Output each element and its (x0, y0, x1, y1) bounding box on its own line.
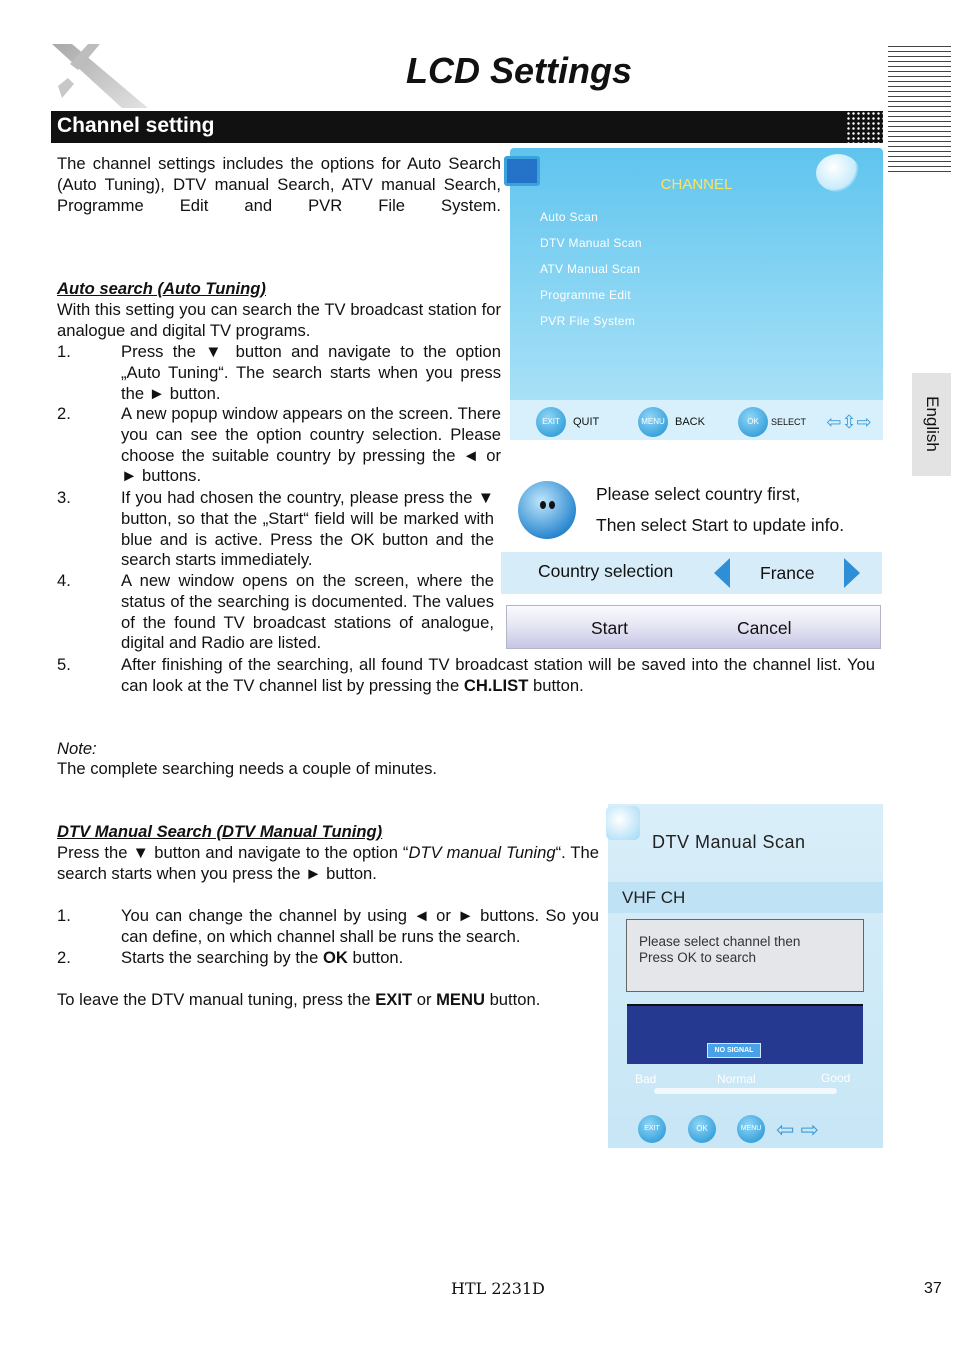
dtv-step-1: You can change the channel by using ◄ or ► buttons. So you can define, on which channel shall be runs the search. (121, 906, 599, 946)
country-left-arrow[interactable] (714, 558, 730, 588)
language-tab-label: English (923, 396, 942, 452)
ok-button[interactable]: OK (738, 407, 768, 437)
note-text: The complete searching needs a couple of minutes. (57, 759, 438, 778)
step-number: 3. (57, 488, 71, 507)
quality-good: Good (821, 1071, 851, 1085)
dtv-ok-button[interactable]: OK (688, 1115, 716, 1143)
step-number: 4. (57, 571, 71, 590)
start-button[interactable]: Start (591, 618, 628, 638)
dtv-step-2-b: button. (347, 948, 404, 967)
menu-item-programme-edit[interactable]: Programme Edit (540, 288, 631, 302)
quit-label: QUIT (573, 416, 600, 428)
step-number: 1. (57, 342, 71, 361)
note-label: Note: (57, 739, 97, 758)
auto-step-5-text-a: After finishing of the searching, all found TV broadcast station will be saved into the channel list. You can look at the TV channel list by pressing the (121, 655, 875, 695)
left-right-arrows-icon: ⇦ ⇨ (776, 1117, 819, 1142)
bubbles-icon (816, 154, 860, 192)
auto-step-4: A new window opens on the screen, where the status of the searching is documented. The values of the found TV broadcast stations of analogue, digital and Radio are listed. (121, 571, 494, 653)
dtv-exit-button[interactable]: EXIT (638, 1115, 666, 1143)
signal-quality-bar (654, 1088, 837, 1094)
menu-button[interactable]: MENU (638, 407, 668, 437)
dtv-search-lead (57, 843, 599, 885)
dtv-message-box (626, 919, 864, 992)
menu-item-auto-scan[interactable]: Auto Scan (540, 210, 599, 224)
country-selection-label: Country selection (538, 561, 674, 581)
model-number: HTL 2231D (451, 1279, 545, 1298)
country-selection-row[interactable] (501, 552, 882, 594)
section-title: Channel setting (57, 114, 215, 137)
step-number: 5. (57, 655, 71, 674)
dtv-exit-a: To leave the DTV manual tuning, press the (57, 990, 376, 1009)
vhf-channel-label: VHF CH (622, 888, 686, 907)
country-value: France (760, 563, 815, 583)
page-title: LCD Settings (405, 50, 632, 91)
step-number: 2. (57, 404, 71, 423)
dtv-exit-b: button. (484, 990, 541, 1009)
dtv-exit-text (57, 990, 540, 1011)
dtv-search-heading: DTV Manual Search (DTV Manual Tuning) (57, 822, 383, 841)
ch-list-key: CH.LIST (463, 675, 529, 695)
smiley-bubble-icon (518, 481, 576, 539)
quality-normal: Normal (717, 1072, 756, 1086)
arrow-keys-icon: ⇦⇳⇨ (826, 412, 872, 432)
auto-search-heading: Auto search (Auto Tuning) (57, 279, 266, 298)
dtv-message-line-1: Please select channel then (639, 934, 801, 949)
dtv-message-line-2: Press OK to search (639, 950, 757, 965)
cancel-button[interactable]: Cancel (737, 618, 792, 638)
language-tab (912, 373, 951, 476)
dtv-lead-b: “. The search starts when you press the ► button. (57, 843, 599, 883)
exit-key: EXIT (375, 990, 413, 1009)
dtv-step-2-a: Starts the searching by the (121, 948, 324, 967)
dtv-exit-mid: or (412, 990, 437, 1009)
menu-key: MENU (436, 990, 485, 1009)
auto-step-5-text-b: button. (528, 675, 584, 695)
menu-item-atv-manual-scan[interactable]: ATV Manual Scan (540, 262, 641, 276)
menu-item-dtv-manual-scan[interactable]: DTV Manual Scan (540, 236, 642, 250)
vhf-channel-row[interactable] (608, 882, 883, 913)
auto-step-1: Press the ▼ button and navigate to the option „Auto Tuning“. The search starts when you press the ► button. (121, 342, 501, 403)
quality-bad: Bad (635, 1072, 657, 1086)
auto-step-5-body (121, 655, 875, 697)
dtv-step-2 (121, 948, 403, 969)
channel-menu-screenshot (510, 148, 883, 440)
no-signal-badge: NO SIGNAL (707, 1043, 761, 1058)
channel-menu-heading: CHANNEL (660, 176, 733, 193)
antenna-icon (606, 806, 640, 840)
ok-key: OK (323, 948, 348, 967)
country-right-arrow[interactable] (844, 558, 860, 588)
back-label: BACK (675, 416, 705, 428)
menu-item-pvr-file-system[interactable]: PVR File System (540, 314, 636, 328)
intro-paragraph: The channel settings includes the options for Auto Search (Auto Tuning), DTV manual Search, ATV manual Search, Programme Edit and PVR File System. (57, 154, 501, 215)
tv-icon (504, 156, 540, 186)
dtv-screen-title: DTV Manual Scan (652, 832, 806, 852)
page-number: 37 (924, 1280, 942, 1297)
step-number: 2. (57, 948, 71, 967)
auto-step-3: If you had chosen the country, please press the ▼ button, so that the „Start“ field will be marked with blue and is active. Press the OK button and the search starts immediately. (121, 488, 494, 570)
corner-stripes (888, 46, 951, 172)
dtv-lead-a: Press the ▼ button and navigate to the option “ (57, 843, 409, 862)
signal-panel (627, 1004, 863, 1064)
step-number: 1. (57, 906, 71, 925)
dtv-menu-button[interactable]: MENU (737, 1115, 765, 1143)
exit-button[interactable]: EXIT (536, 407, 566, 437)
popup-line-2: Then select Start to update info. (596, 515, 845, 535)
auto-step-2: A new popup window appears on the screen. There you can see the option country selection. Please choose the suitable country by pressing the ◄ or ► buttons. (121, 404, 501, 486)
dtv-lead-option: DTV manual Tuning (408, 843, 556, 862)
start-cancel-row (506, 605, 881, 649)
section-bar-dots (846, 111, 883, 143)
popup-line-1: Please select country first, (596, 484, 801, 504)
dtv-manual-scan-screenshot (608, 804, 883, 1148)
auto-search-lead: With this setting you can search the TV broadcast station for analogue and digital TV programs. (57, 300, 501, 340)
select-label: SELECT (771, 417, 807, 427)
